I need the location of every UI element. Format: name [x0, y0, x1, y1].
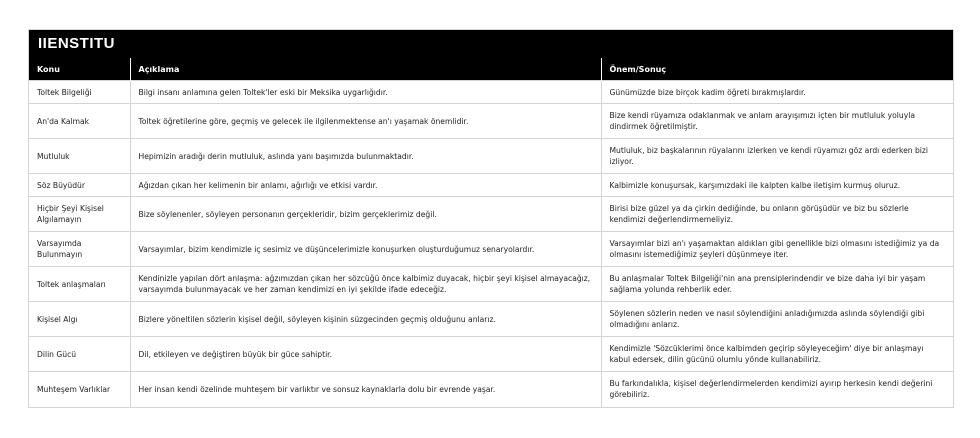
cell-aciklama: Kendinizle yapılan dört anlaşma: ağzımızdan çıkan her sözcüğü önce kalbimiz duyacak, hiçbir şeyi kişisel almayacağız, varsayımda bulunmayacak ve her zaman kendimizi en iyi şekilde ifade edeceğiz.: [130, 267, 601, 302]
cell-onem-sonuc: Söylenen sözlerin neden ve nasıl söylendiğini anladığımızda aslında söylendiği gibi olmadığını anlarız.: [601, 302, 953, 337]
table-row: [29, 174, 953, 197]
cell-konu: Kişisel Algı: [29, 302, 130, 337]
column-header-konu: Konu: [29, 58, 130, 81]
cell-aciklama: Bize söylenenler, söyleyen personanın gerçekleridir, bizim gerçeklerimiz değil.: [130, 197, 601, 232]
table-row: [29, 197, 953, 232]
cell-konu: Dilin Gücü: [29, 337, 130, 372]
cell-onem-sonuc: Kalbimizle konuşursak, karşımızdaki ile kalpten kalbe iletişim kurmuş oluruz.: [601, 174, 953, 197]
cell-konu: Mutluluk: [29, 139, 130, 174]
brand-header: IIENSTITU: [29, 30, 953, 58]
table-row: [29, 139, 953, 174]
table-row: [29, 267, 953, 302]
table-row: [29, 104, 953, 139]
info-table: [29, 58, 953, 407]
cell-onem-sonuc: Bu anlaşmalar Toltek Bilgeliği'nin ana prensiplerindendir ve bize daha iyi bir yaşam sağlama yolunda rehberlik eder.: [601, 267, 953, 302]
table-row: [29, 337, 953, 372]
cell-onem-sonuc: Günümüzde bize birçok kadim öğreti bırakmışlardır.: [601, 81, 953, 104]
cell-aciklama: Bilgi insanı anlamına gelen Toltek'ler eski bir Meksika uygarlığıdır.: [130, 81, 601, 104]
cell-aciklama: Varsayımlar, bizim kendimizle iç sesimiz ve düşüncelerimizle konuşurken oluşturduğumuz senaryolardır.: [130, 232, 601, 267]
cell-konu: Toltek Bilgeliği: [29, 81, 130, 104]
cell-aciklama: Dil, etkileyen ve değiştiren büyük bir güce sahiptir.: [130, 337, 601, 372]
cell-konu: An'da Kalmak: [29, 104, 130, 139]
cell-aciklama: Hepimizin aradığı derin mutluluk, aslında yanı başımızda bulunmaktadır.: [130, 139, 601, 174]
cell-onem-sonuc: Bu farkındalıkla, kişisel değerlendirmelerden kendimizi ayırıp herkesin kendi değerini görebiliriz.: [601, 372, 953, 407]
cell-konu: Toltek anlaşmaları: [29, 267, 130, 302]
cell-aciklama: Ağızdan çıkan her kelimenin bir anlamı, ağırlığı ve etkisi vardır.: [130, 174, 601, 197]
cell-konu: Söz Büyüdür: [29, 174, 130, 197]
cell-aciklama: Her insan kendi özelinde muhteşem bir varlıktır ve sonsuz kaynaklarla dolu bir evrende yaşar.: [130, 372, 601, 407]
cell-aciklama: Toltek öğretilerine göre, geçmiş ve gelecek ile ilgilenmektense an'ı yaşamak önemlidir.: [130, 104, 601, 139]
column-header-aciklama: Açıklama: [130, 58, 601, 81]
table-row: [29, 232, 953, 267]
cell-onem-sonuc: Mutluluk, biz başkalarının rüyalarını izlerken ve kendi rüyamızı göz ardı ederken bizi izliyor.: [601, 139, 953, 174]
cell-onem-sonuc: Bize kendi rüyamıza odaklanmak ve anlam arayışımızı içten bir mutluluk yoluyla dindirmek öğretilmiştir.: [601, 104, 953, 139]
table-row: [29, 372, 953, 407]
content-table-card: [28, 29, 954, 408]
table-header-row: [29, 58, 953, 81]
cell-konu: Hiçbir Şeyi Kişisel Algılamayın: [29, 197, 130, 232]
cell-konu: Muhteşem Varlıklar: [29, 372, 130, 407]
column-header-onem-sonuc: Önem/Sonuç: [601, 58, 953, 81]
table-row: [29, 302, 953, 337]
cell-konu: Varsayımda Bulunmayın: [29, 232, 130, 267]
table-body: [29, 81, 953, 407]
cell-aciklama: Bizlere yöneltilen sözlerin kişisel değil, söyleyen kişinin süzgecinden geçmiş olduğunu anlarız.: [130, 302, 601, 337]
cell-onem-sonuc: Kendimizle 'Sözcüklerimi önce kalbimden geçirip söyleyeceğim' diye bir anlaşmayı kabul edersek, dilin gücünü olumlu yönde kullanabiliriz.: [601, 337, 953, 372]
table-row: [29, 81, 953, 104]
cell-onem-sonuc: Varsayımlar bizi an'ı yaşamaktan aldıkları gibi genellikle bizi olmasını istediğimiz ya da olmasını istemediğimiz şeyleri düşünmeye iter.: [601, 232, 953, 267]
cell-onem-sonuc: Birisi bize güzel ya da çirkin dediğinde, bu onların görüşüdür ve biz bu sözlerle kendimizi değerlendirmemeliyiz.: [601, 197, 953, 232]
